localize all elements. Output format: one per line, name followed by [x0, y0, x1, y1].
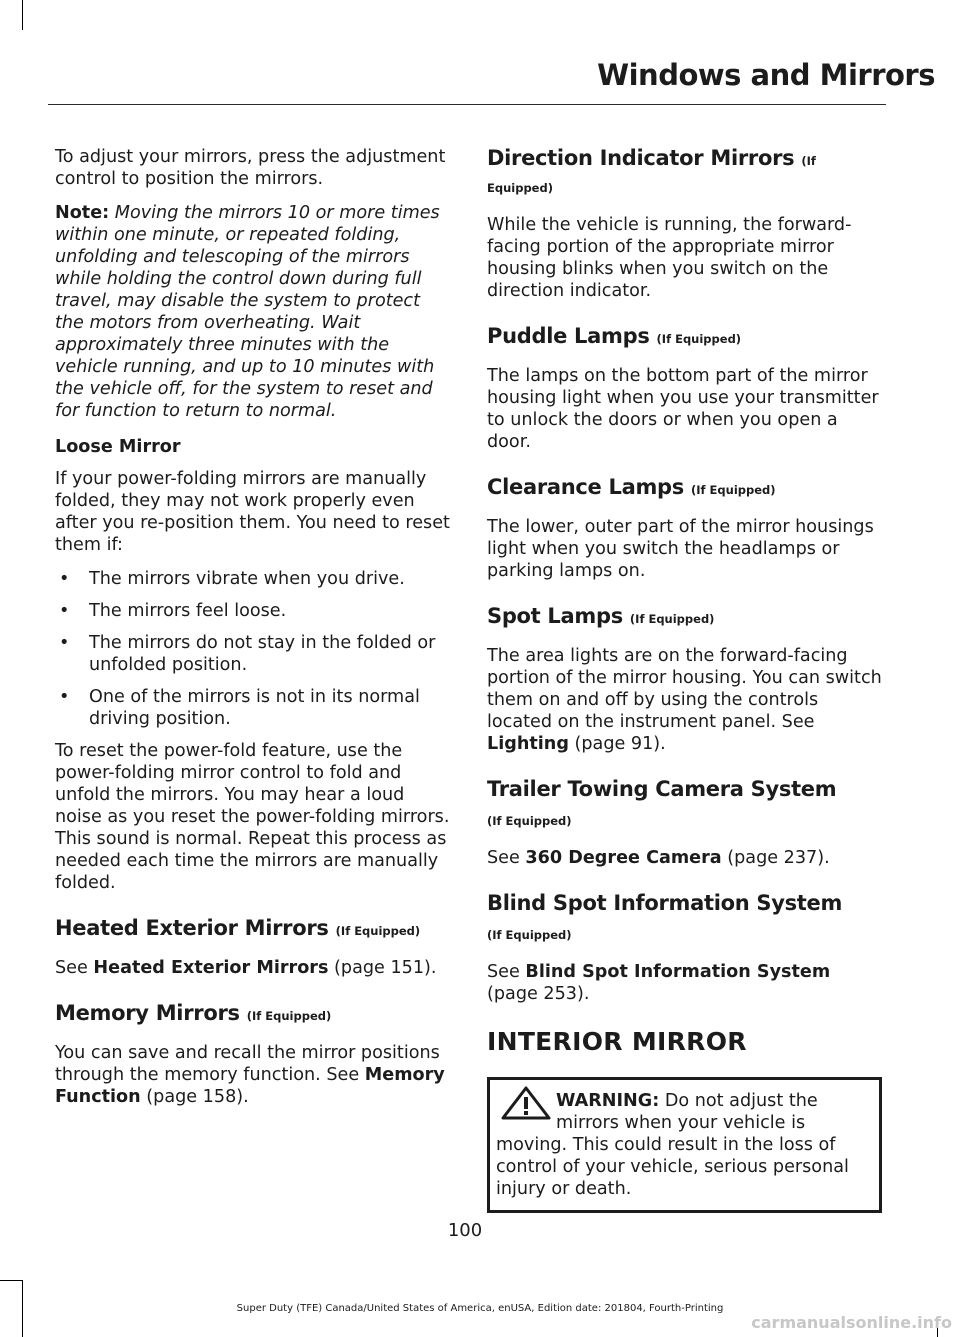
- puddle-lamps-heading: [487, 324, 882, 351]
- puddle-lamps-paragraph: The lamps on the bottom part of the mirror housing light when you use your transmitter to unlock the doors or when you open a door.: [487, 366, 879, 452]
- list-item: [55, 686, 450, 730]
- warning-body: Do not adjust the mirrors when your vehicle is moving. This could result in the loss of control of your vehicle, serious personal injury or death.: [496, 1091, 849, 1199]
- crop-mark-bottom-left-h: [0, 1280, 22, 1281]
- page-header-title: Windows and Mirrors: [597, 58, 935, 92]
- page-ref: (page 253).: [487, 984, 590, 1004]
- loose-mirror-paragraph: If your power-folding mirrors are manually folded, they may not work properly even after you re-position them. You need to reset them if:: [55, 469, 450, 555]
- page-ref: (page 91).: [574, 734, 666, 754]
- trailer-camera-paragraph: [487, 847, 882, 869]
- warning-label: WARNING:: [556, 1091, 660, 1111]
- list-item-text: The mirrors vibrate when you drive.: [89, 569, 405, 589]
- heading-text: Trailer Towing Camera System: [487, 777, 837, 801]
- list-item: [55, 600, 450, 622]
- lighting-link[interactable]: Lighting: [487, 734, 569, 754]
- clearance-lamps-heading: [487, 475, 882, 502]
- reset-conditions-list: [55, 568, 450, 730]
- blind-spot-link[interactable]: Blind Spot Information System: [525, 962, 831, 982]
- warning-box: [487, 1077, 882, 1213]
- list-item-text: The mirrors do not stay in the folded or unfolded position.: [89, 633, 436, 675]
- header-rule: [48, 104, 886, 105]
- direction-indicator-paragraph: While the vehicle is running, the forward-facing portion of the appropriate mirror housing blinks when you switch on the direction indicator.: [487, 215, 852, 301]
- spot-lamps-heading: [487, 604, 882, 631]
- list-item-text: The mirrors feel loose.: [89, 601, 287, 621]
- list-item-text: One of the mirrors is not in its normal driving position.: [89, 687, 420, 729]
- blind-spot-paragraph: [487, 961, 882, 1005]
- trailer-camera-heading: [487, 777, 882, 833]
- crop-mark-top-left-v: [22, 0, 23, 30]
- left-column: [55, 146, 450, 1120]
- interior-mirror-heading: INTERIOR MIRROR: [487, 1027, 747, 1056]
- watermark: carmanualsonline.info: [751, 1313, 952, 1332]
- list-item: [55, 568, 450, 590]
- right-column: [487, 146, 882, 1213]
- if-equipped-tag: (If Equipped): [487, 814, 572, 828]
- blind-spot-heading: [487, 891, 882, 947]
- heading-text: Memory Mirrors: [55, 1001, 240, 1025]
- if-equipped-tag: (If Equipped): [246, 1009, 332, 1023]
- reset-paragraph: To reset the power-fold feature, use the power-folding mirror control to fold and unfold the mirrors. You may hear a loud noise as you reset the power-folding mirrors. This sound is normal. Repeat this process as needed each time the mirrors are manually folded.: [55, 741, 450, 893]
- see-text: See: [487, 962, 520, 982]
- heading-text: Direction Indicator Mirrors: [487, 146, 795, 170]
- memory-function-link[interactable]: Memory Function: [55, 1065, 445, 1107]
- loose-mirror-heading: Loose Mirror: [55, 437, 181, 457]
- note-label: Note:: [55, 203, 110, 223]
- memory-mirrors-paragraph: [55, 1042, 450, 1108]
- heading-text: Clearance Lamps: [487, 475, 684, 499]
- heated-mirrors-paragraph: [55, 957, 450, 979]
- intro-paragraph: To adjust your mirrors, press the adjustment control to position the mirrors.: [55, 147, 446, 189]
- list-item: [55, 632, 450, 676]
- note-paragraph: [55, 202, 450, 422]
- bullet-dot: •: [59, 569, 70, 589]
- direction-indicator-heading: [487, 146, 882, 200]
- if-equipped-tag: (If Equipped): [691, 483, 776, 497]
- page-ref: (page 151).: [334, 958, 437, 978]
- spot-body: The area lights are on the forward-facing portion of the mirror housing. You can switch them on and off by using the controls located on the instrument panel. See: [487, 646, 882, 732]
- bullet-dot: •: [59, 687, 70, 707]
- clearance-lamps-paragraph: The lower, outer part of the mirror housings light when you switch the headlamps or parking lamps on.: [487, 517, 874, 581]
- heated-mirrors-heading: [55, 916, 450, 943]
- page-ref: (page 158).: [146, 1087, 249, 1107]
- heading-text: Puddle Lamps: [487, 324, 650, 348]
- spot-lamps-paragraph: [487, 645, 882, 755]
- heading-text: Spot Lamps: [487, 604, 623, 628]
- if-equipped-tag: (If Equipped): [656, 332, 742, 346]
- warning-triangle-icon: [500, 1086, 552, 1120]
- if-equipped-tag: (If Equipped): [629, 612, 715, 626]
- bullet-dot: •: [59, 633, 70, 653]
- page-ref: (page 237).: [727, 848, 830, 868]
- see-text: See: [55, 958, 88, 978]
- camera-link[interactable]: 360 Degree Camera: [525, 848, 722, 868]
- page-number: 100: [447, 1220, 483, 1241]
- bullet-dot: •: [59, 601, 70, 621]
- memory-body: You can save and recall the mirror positions through the memory function. See: [55, 1043, 440, 1085]
- heading-text: Heated Exterior Mirrors: [55, 916, 329, 940]
- if-equipped-tag: (If Equipped): [487, 154, 816, 195]
- if-equipped-tag: (If Equipped): [335, 924, 421, 938]
- heated-mirrors-link[interactable]: Heated Exterior Mirrors: [93, 958, 329, 978]
- note-body: Moving the mirrors 10 or more times within one minute, or repeated folding, unfolding and telescoping of the mirrors while holding the control down during full travel, may disable the system to protect the motors from overheating. Wait approximately three minutes with the vehicle running, and up to 10 minutes with the vehicle off, for the system to reset and for function to return to normal.: [55, 203, 440, 421]
- see-text: See: [487, 848, 520, 868]
- memory-mirrors-heading: [55, 1001, 450, 1028]
- if-equipped-tag: (If Equipped): [487, 928, 572, 942]
- footer-text: Super Duty (TFE) Canada/United States of America, enUSA, Edition date: 201804, Fourth-Printing: [236, 1303, 724, 1314]
- heading-text: Blind Spot Information System: [487, 891, 843, 915]
